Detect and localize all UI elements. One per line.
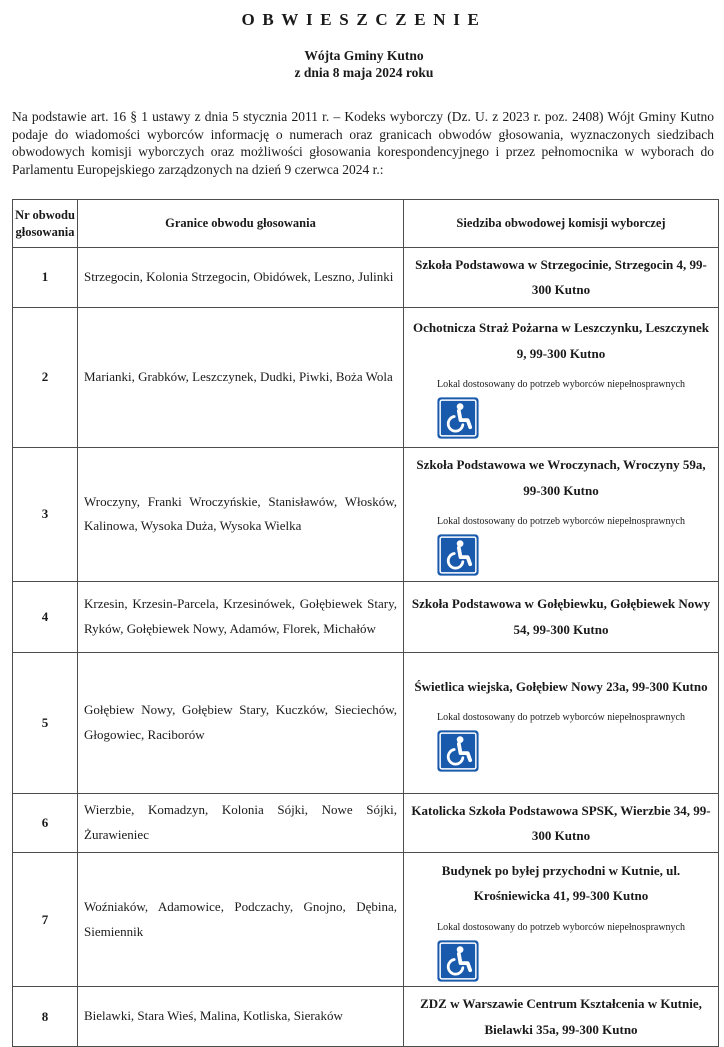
table-header: [13, 200, 719, 248]
district-number-cell: 5: [13, 652, 78, 793]
commission-seat-cell: [404, 853, 719, 987]
wheelchair-accessibility-icon: [437, 940, 479, 982]
district-boundaries-cell: Gołębiew Nowy, Gołębiew Stary, Kuczków, Sieciechów, Głogowiec, Raciborów: [78, 652, 404, 793]
district-boundaries-cell: Wierzbie, Komadzyn, Kolonia Sójki, Nowe Sójki, Żurawieniec: [78, 793, 404, 853]
accessibility-note: Lokal dostosowany do potrzeb wyborców niepełnosprawnych: [437, 379, 685, 391]
district-number-cell: 6: [13, 793, 78, 853]
commission-seat-cell: [404, 307, 719, 447]
district-number-cell: 1: [13, 248, 78, 308]
venue-text: ZDZ w Warszawie Centrum Kształcenia w Kutnie, Bielawki 35a, 99-300 Kutno: [420, 996, 702, 1037]
accessibility-note: Lokal dostosowany do potrzeb wyborców niepełnosprawnych: [437, 921, 685, 933]
accessibility-block: [437, 503, 685, 576]
venue-text: Ochotnicza Straż Pożarna w Leszczynku, Leszczynek 9, 99-300 Kutno: [412, 320, 710, 361]
district-boundaries-cell: Strzegocin, Kolonia Strzegocin, Obidówek, Leszno, Julinki: [78, 248, 404, 308]
venue-text: Szkoła Podstawowa w Strzegocinie, Strzegocin 4, 99-300 Kutno: [415, 257, 707, 298]
district-number-cell: 3: [13, 447, 78, 581]
table-row: [13, 447, 719, 581]
table-row: [13, 793, 719, 853]
venue-text: Świetlica wiejska, Gołębiew Nowy 23a, 99-300 Kutno: [414, 678, 708, 694]
accessibility-note: Lokal dostosowany do potrzeb wyborców niepełnosprawnych: [437, 711, 685, 723]
wheelchair-accessibility-icon: [437, 397, 479, 439]
commission-seat-cell: [404, 987, 719, 1047]
commission-seat-cell: [404, 581, 719, 652]
accessibility-note: Lokal dostosowany do potrzeb wyborców niepełnosprawnych: [437, 516, 685, 528]
date-line: z dnia 8 maja 2024 roku: [294, 64, 434, 80]
wheelchair-accessibility-icon: [437, 730, 479, 772]
page-title: OBWIESZCZENIE: [241, 10, 487, 29]
district-boundaries-cell: Marianki, Grabków, Leszczynek, Dudki, Piwki, Boża Wola: [78, 307, 404, 447]
column-header-district-boundaries: Granice obwodu głosowania: [78, 200, 404, 248]
commission-seat-cell: [404, 447, 719, 581]
district-boundaries-cell: Woźniaków, Adamowice, Podczachy, Gnojno, Dębina, Siemiennik: [78, 853, 404, 987]
commission-seat-cell: [404, 793, 719, 853]
wheelchair-accessibility-icon: [437, 534, 479, 576]
district-boundaries-cell: Wroczyny, Franki Wroczyńskie, Stanisławów, Włosków, Kalinowa, Wysoka Duża, Wysoka Wielka: [78, 447, 404, 581]
commission-seat-cell: [404, 248, 719, 308]
district-number-cell: 4: [13, 581, 78, 652]
venue-text: Szkoła Podstawowa we Wroczynach, Wroczyny 59a, 99-300 Kutno: [416, 457, 706, 498]
table-row: [13, 853, 719, 987]
issuer-line: Wójta Gminy Kutno: [304, 48, 424, 63]
commission-seat-cell: [404, 652, 719, 793]
intro-paragraph: Na podstawie art. 16 § 1 ustawy z dnia 5 stycznia 2011 r. – Kodeks wyborczy (Dz. U. z 2023 r. poz. 2408) Wójt Gminy Kutno podaje do wiadomości wyborców informację o numerach oraz granicach obwodów głosowania, wyznaczonych siedzibach obwodowych komisji wyborczych oraz możliwości głosowania korespondencyjnego i przez pełnomocnika w wyborach do Parlamentu Europejskiego zarządzonych na dzień 9 czerwca 2024 r.:: [12, 108, 714, 178]
district-boundaries-cell: Bielawki, Stara Wieś, Malina, Kotliska, Sieraków: [78, 987, 404, 1047]
venue-text: Budynek po byłej przychodni w Kutnie, ul. Krośniewicka 41, 99-300 Kutno: [441, 863, 681, 904]
polling-districts-table: [12, 199, 719, 1047]
district-number-cell: 8: [13, 987, 78, 1047]
table-row: [13, 652, 719, 793]
table-row: [13, 248, 719, 308]
accessibility-block: [437, 366, 685, 439]
table-row: [13, 987, 719, 1047]
table-row: [13, 307, 719, 447]
table-row: [13, 581, 719, 652]
venue-text: Katolicka Szkoła Podstawowa SPSK, Wierzbie 34, 99-300 Kutno: [411, 802, 711, 844]
accessibility-block: [437, 909, 685, 982]
table-body: [13, 248, 719, 1047]
venue-text: Szkoła Podstawowa w Gołębiewku, Gołębiewek Nowy 54, 99-300 Kutno: [411, 596, 711, 637]
column-header-commission-seat: Siedziba obwodowej komisji wyborczej: [404, 200, 719, 248]
column-header-district-number: Nr obwodu głosowania: [13, 200, 78, 248]
district-number-cell: 7: [13, 853, 78, 987]
accessibility-block: [437, 699, 685, 772]
subtitle-block: [12, 48, 716, 82]
district-boundaries-cell: Krzesin, Krzesin-Parcela, Krzesinówek, Gołębiewek Stary, Ryków, Gołębiewek Nowy, Adamów, Florek, Michałów: [78, 581, 404, 652]
district-number-cell: 2: [13, 307, 78, 447]
